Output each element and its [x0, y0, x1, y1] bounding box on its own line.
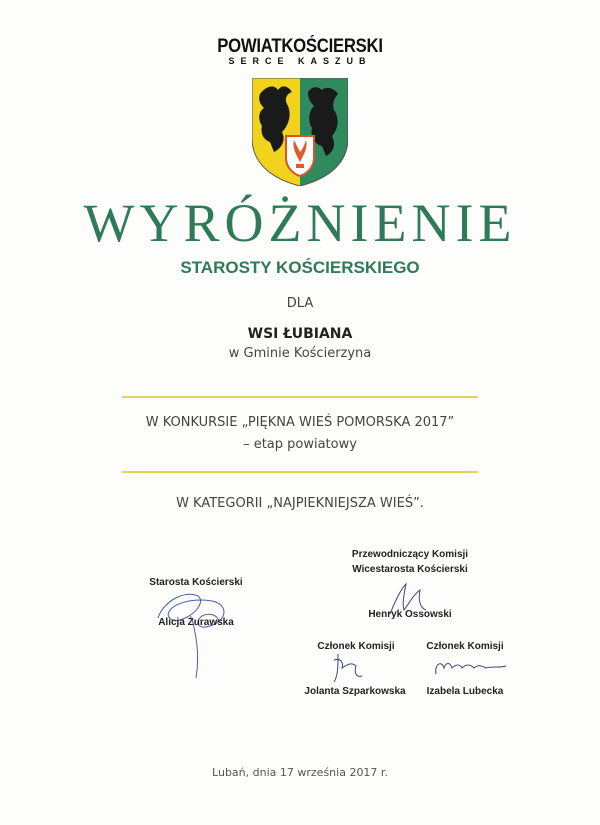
logo-main-text: POWIATKOŚCIERSKI	[217, 36, 383, 57]
certificate-title: WYRÓŻNIENIE	[83, 193, 517, 253]
member2-name: Izabela Lubecka	[426, 686, 504, 697]
divider-bottom	[122, 471, 478, 473]
starosta-signature-icon	[150, 582, 240, 682]
recipient-gmina: w Gminie Kościerzyna	[228, 346, 372, 361]
divider-top	[122, 396, 478, 398]
place-date: Lubań, dnia 17 września 2017 r.	[212, 766, 388, 779]
logo-sub-text: SERCE KASZUB	[228, 56, 372, 66]
powiat-logo	[0, 36, 600, 58]
contest-line-1: W KONKURSIE „PIĘKNA WIEŚ POMORSKA 2017”	[145, 415, 455, 430]
member1-signature-icon	[330, 652, 370, 686]
category-line: W KATEGORII „NAJPIEKNIEJSZA WIEŚ”.	[176, 496, 424, 511]
coat-of-arms-icon	[252, 78, 348, 186]
member1-name: Jolanta Szparkowska	[304, 686, 406, 697]
certificate-subtitle: STAROSTY KOŚCIERSKIEGO	[180, 258, 420, 277]
member2-signature-icon	[430, 656, 510, 680]
contest-line-2: – etap powiatowy	[243, 437, 357, 452]
for-label: DLA	[286, 296, 314, 311]
member1-role: Członek Komisji	[317, 641, 395, 652]
starosta-role: Starosta Kościerski	[149, 577, 243, 588]
chairman-role-2: Wicestarosta Kościerski	[352, 564, 468, 575]
chairman-role-1: Przewodniczący Komisji	[351, 549, 469, 560]
chairman-name: Henryk Ossowski	[368, 609, 452, 620]
recipient-name: WSI ŁUBIANA	[247, 326, 353, 342]
starosta-name: Alicja Żurawska	[158, 617, 234, 628]
member2-role: Członek Komisji	[426, 641, 504, 652]
